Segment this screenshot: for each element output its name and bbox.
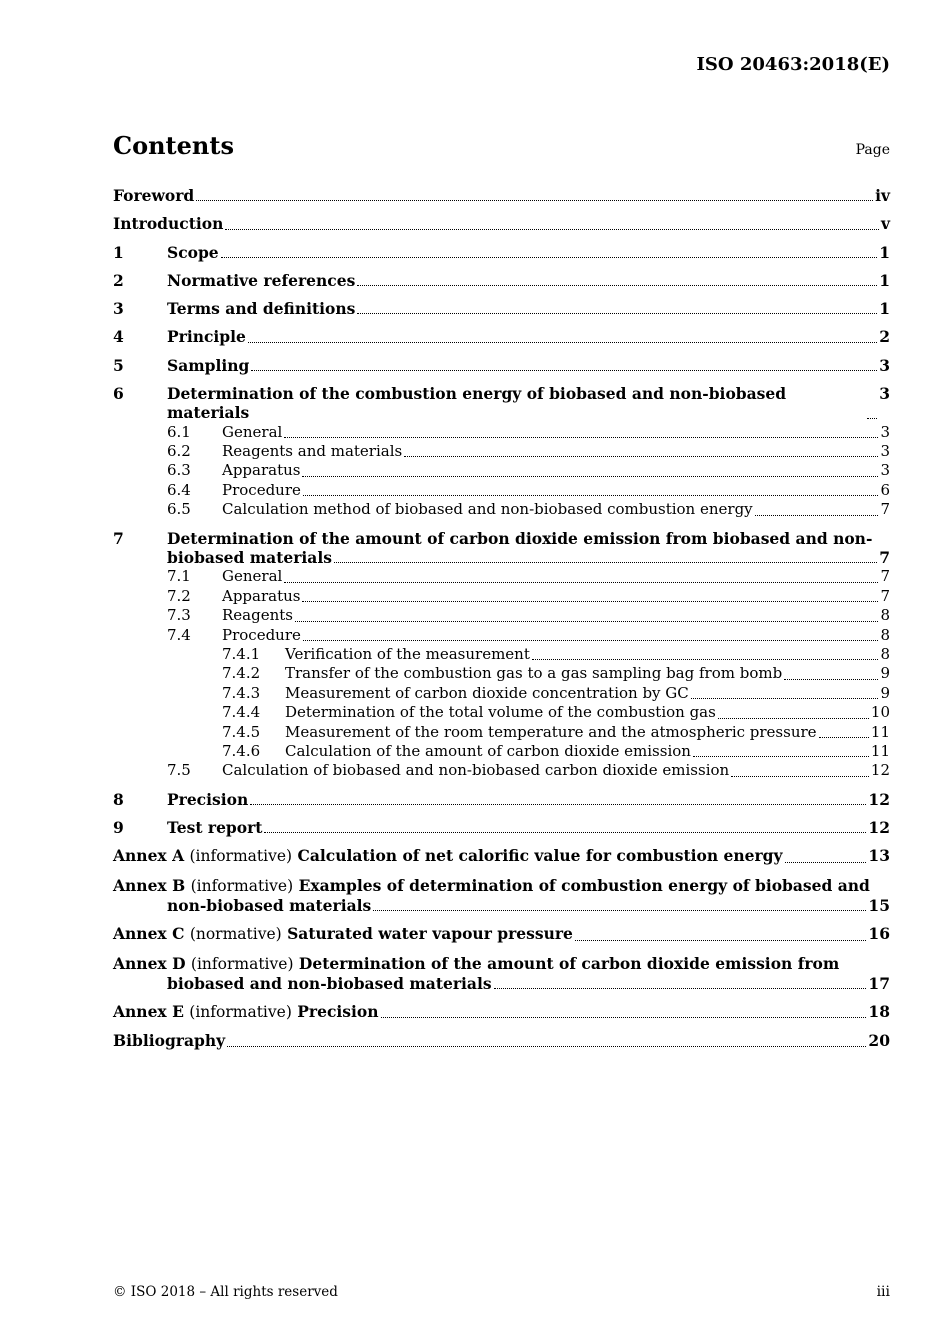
toc-title: General [222,422,283,441]
dot-leader [691,697,879,699]
dot-leader [251,369,877,371]
toc-entry-3[interactable] [113,299,890,318]
dot-leader [225,228,879,230]
toc-page: 11 [870,741,890,760]
toc-page: v [880,214,890,234]
toc-page: 12 [870,761,890,780]
dot-leader [227,1045,866,1047]
toc-page: 7 [880,586,890,605]
toc-number: 5 [113,355,124,375]
toc-entry-introduction[interactable] [113,214,890,233]
toc-number: 3 [113,299,124,319]
toc-page: 9 [880,664,890,683]
toc-title: Procedure [222,625,301,644]
toc-page: 7 [880,500,890,519]
annex-type: (normative) [189,925,282,944]
toc-entry-7-4-6[interactable] [113,742,890,761]
toc-entry-6-5[interactable] [113,500,890,519]
toc-title: Transfer of the combustion gas to a gas sampling bag from bomb [285,664,783,683]
toc-number: 7.1 [167,567,191,586]
contents-title: Contents [113,131,234,160]
toc-number: 7.4 [167,625,191,644]
annex-type: (informative) [189,1003,292,1022]
toc-page: 18 [868,1002,890,1022]
toc-page: 11 [870,722,890,741]
dot-leader [303,494,879,496]
dot-leader [196,199,873,201]
dot-leader [264,831,866,833]
dot-leader [494,987,867,989]
toc-title [113,846,783,866]
toc-title: Measurement of the room temperature and the atmospheric pressure [285,722,817,741]
toc-entry-1[interactable] [113,243,890,262]
toc-page: iv [875,186,890,205]
dot-leader [303,639,879,641]
toc-title: Determination of the combustion energy of biobased and non-biobased materials [167,384,787,423]
toc-entry-foreword[interactable] [113,186,890,205]
toc-page: 3 [879,355,890,375]
toc-page: 12 [868,789,890,809]
toc-entry-annex-b-line1[interactable] [113,876,890,896]
dot-leader [532,658,879,660]
toc-number: 7.4.5 [222,722,261,741]
dot-leader [693,755,869,757]
annex-type: (informative) [190,954,294,973]
toc-number: 6.5 [167,500,191,519]
annex-label: Annex D [113,953,186,973]
dot-leader [755,514,879,516]
toc-entry-7-3[interactable] [113,606,890,625]
toc-number: 7 [113,528,124,548]
dot-leader [250,803,866,805]
dot-leader [221,256,878,258]
toc-entry-7-4-4[interactable] [113,703,890,722]
toc-number: 7.4.2 [222,664,261,683]
toc-entry-2[interactable] [113,271,890,290]
toc-entry-6-4[interactable] [113,481,890,500]
toc-number: 1 [113,242,124,262]
toc-number: 4 [113,327,124,347]
toc-page: 16 [868,924,890,944]
toc-page: 10 [870,703,890,722]
toc-title: General [222,567,283,586]
toc-number: 7.5 [167,761,191,780]
page-column-label: Page [855,142,890,158]
toc-title: Reagents and materials [222,442,403,461]
toc-entry-7-4-1[interactable] [113,645,890,664]
toc-page: 1 [879,299,890,319]
toc-entry-5[interactable] [113,356,890,375]
toc-title: Calculation method of biobased and non-biobased combustion energy [222,500,753,519]
footer-page-number: iii [876,1284,890,1300]
annex-label: Annex E [113,1002,184,1022]
toc-page: 2 [879,327,890,347]
toc-title: Calculation of biobased and non-biobased carbon dioxide emission [222,761,730,780]
toc-page: 8 [880,606,890,625]
toc-number: 9 [113,818,124,838]
toc-number: 7.4.1 [222,644,261,663]
table-of-contents [113,186,890,1051]
toc-entry-annex-d-line1[interactable] [113,954,890,974]
toc-entry-8[interactable] [113,790,890,809]
toc-entry-6-2[interactable] [113,442,890,461]
toc-page: 17 [868,973,890,993]
toc-title: Bibliography [113,1031,226,1051]
dot-leader [784,678,878,680]
toc-number: 7.3 [167,606,191,625]
toc-title: Determination of the amount of carbon dioxide emission from biobased and non- [167,528,873,548]
toc-entry-annex-b-line2[interactable] [113,896,890,915]
toc-title: Measurement of carbon dioxide concentration by GC [285,683,689,702]
toc-title: Verification of the measurement [285,644,530,663]
toc-page: 6 [880,480,890,499]
dot-leader [785,861,867,863]
toc-entry-7-4-3[interactable] [113,684,890,703]
toc-page: 12 [868,818,890,838]
toc-entry-4[interactable] [113,327,890,346]
dot-leader [302,600,878,602]
toc-title [113,876,870,896]
document-id: ISO 20463:2018(E) [696,54,890,75]
toc-title: Introduction [113,214,224,234]
toc-number: 7.2 [167,586,191,605]
dot-leader [295,620,878,622]
toc-title: Terms and definitions [167,299,356,319]
toc-title: Precision [167,789,249,809]
dot-leader [867,417,877,419]
footer-copyright: © ISO 2018 – All rights reserved [113,1284,338,1300]
toc-page: 3 [880,461,890,480]
toc-entry-bibliography[interactable] [113,1031,890,1050]
toc-page: 3 [880,422,890,441]
toc-number: 2 [113,270,124,290]
toc-page: 9 [880,683,890,702]
toc-title: Test report [167,818,263,838]
annex-title: Saturated water vapour pressure [287,924,573,944]
toc-page: 8 [880,644,890,663]
toc-title: Apparatus [222,586,301,605]
annex-type: (informative) [189,847,293,866]
toc-entry-7-2[interactable] [113,587,890,606]
toc-title-continued: biobased and non-biobased materials [167,973,492,993]
toc-title: Principle [167,327,246,347]
dot-leader [381,1016,867,1018]
toc-entry-6[interactable] [113,384,890,423]
toc-entry-6-3[interactable] [113,461,890,480]
annex-label: Annex C [113,924,185,944]
dot-leader [575,939,867,941]
toc-title: Sampling [167,355,250,375]
toc-entry-7-5[interactable] [113,761,890,780]
toc-entry-annex-c[interactable] [113,924,890,944]
toc-page: 3 [879,384,890,404]
toc-entry-7-1[interactable] [113,567,890,586]
toc-entry-7-4[interactable] [113,626,890,645]
dot-leader [357,284,877,286]
toc-entry-7-line1[interactable] [113,529,890,548]
dot-leader [731,775,869,777]
annex-type: (informative) [190,876,294,895]
toc-title: Apparatus [222,461,301,480]
toc-number: 6.3 [167,461,191,480]
toc-title: Calculation of the amount of carbon dioxide emission [285,741,691,760]
toc-page: 8 [880,625,890,644]
toc-title-continued: biobased materials [167,548,332,567]
toc-title-continued: non-biobased materials [167,895,372,915]
toc-page: 7 [879,548,890,567]
toc-title [113,1002,379,1022]
toc-title: Procedure [222,480,301,499]
toc-entry-annex-a[interactable] [113,846,890,866]
toc-title: Determination of the total volume of the combustion gas [285,703,716,722]
annex-title: Examples of determination of combustion energy of biobased and [298,875,870,895]
toc-page: 3 [880,442,890,461]
annex-title: Determination of the amount of carbon dioxide emission from [298,953,840,973]
toc-title [113,924,573,944]
dot-leader [819,736,869,738]
toc-number: 6.2 [167,442,191,461]
toc-page: 1 [879,242,890,262]
toc-number: 7.4.6 [222,741,261,760]
dot-leader [248,341,877,343]
toc-number: 7.4.3 [222,683,261,702]
dot-leader [302,475,878,477]
toc-number: 7.4.4 [222,703,261,722]
toc-number: 6.1 [167,422,191,441]
toc-number: 8 [113,789,124,809]
dot-leader [334,561,877,563]
toc-title: Foreword [113,186,195,205]
toc-page: 1 [879,270,890,290]
annex-label: Annex A [113,846,185,866]
dot-leader [284,436,878,438]
toc-page: 15 [868,895,890,915]
dot-leader [718,717,869,719]
toc-entry-annex-e[interactable] [113,1002,890,1022]
toc-entry-6-1[interactable] [113,423,890,442]
dot-leader [404,455,878,457]
dot-leader [284,581,878,583]
toc-page: 13 [868,846,890,866]
toc-title [113,954,839,974]
dot-leader [357,312,877,314]
toc-entry-9[interactable] [113,818,890,837]
toc-page: 7 [880,567,890,586]
annex-label: Annex B [113,875,186,895]
toc-title: Scope [167,242,219,262]
toc-title: Normative references [167,270,356,290]
toc-number: 6 [113,384,124,404]
toc-entry-annex-d-line2[interactable] [113,974,890,993]
dot-leader [373,909,866,911]
toc-page: 20 [868,1031,890,1051]
annex-title: Calculation of net calorific value for combustion energy [297,846,783,866]
toc-number: 6.4 [167,480,191,499]
annex-title: Precision [297,1002,379,1022]
toc-entry-7-line2[interactable] [113,548,890,567]
toc-title: Reagents [222,606,293,625]
toc-entry-7-4-5[interactable] [113,723,890,742]
toc-entry-7-4-2[interactable] [113,664,890,683]
